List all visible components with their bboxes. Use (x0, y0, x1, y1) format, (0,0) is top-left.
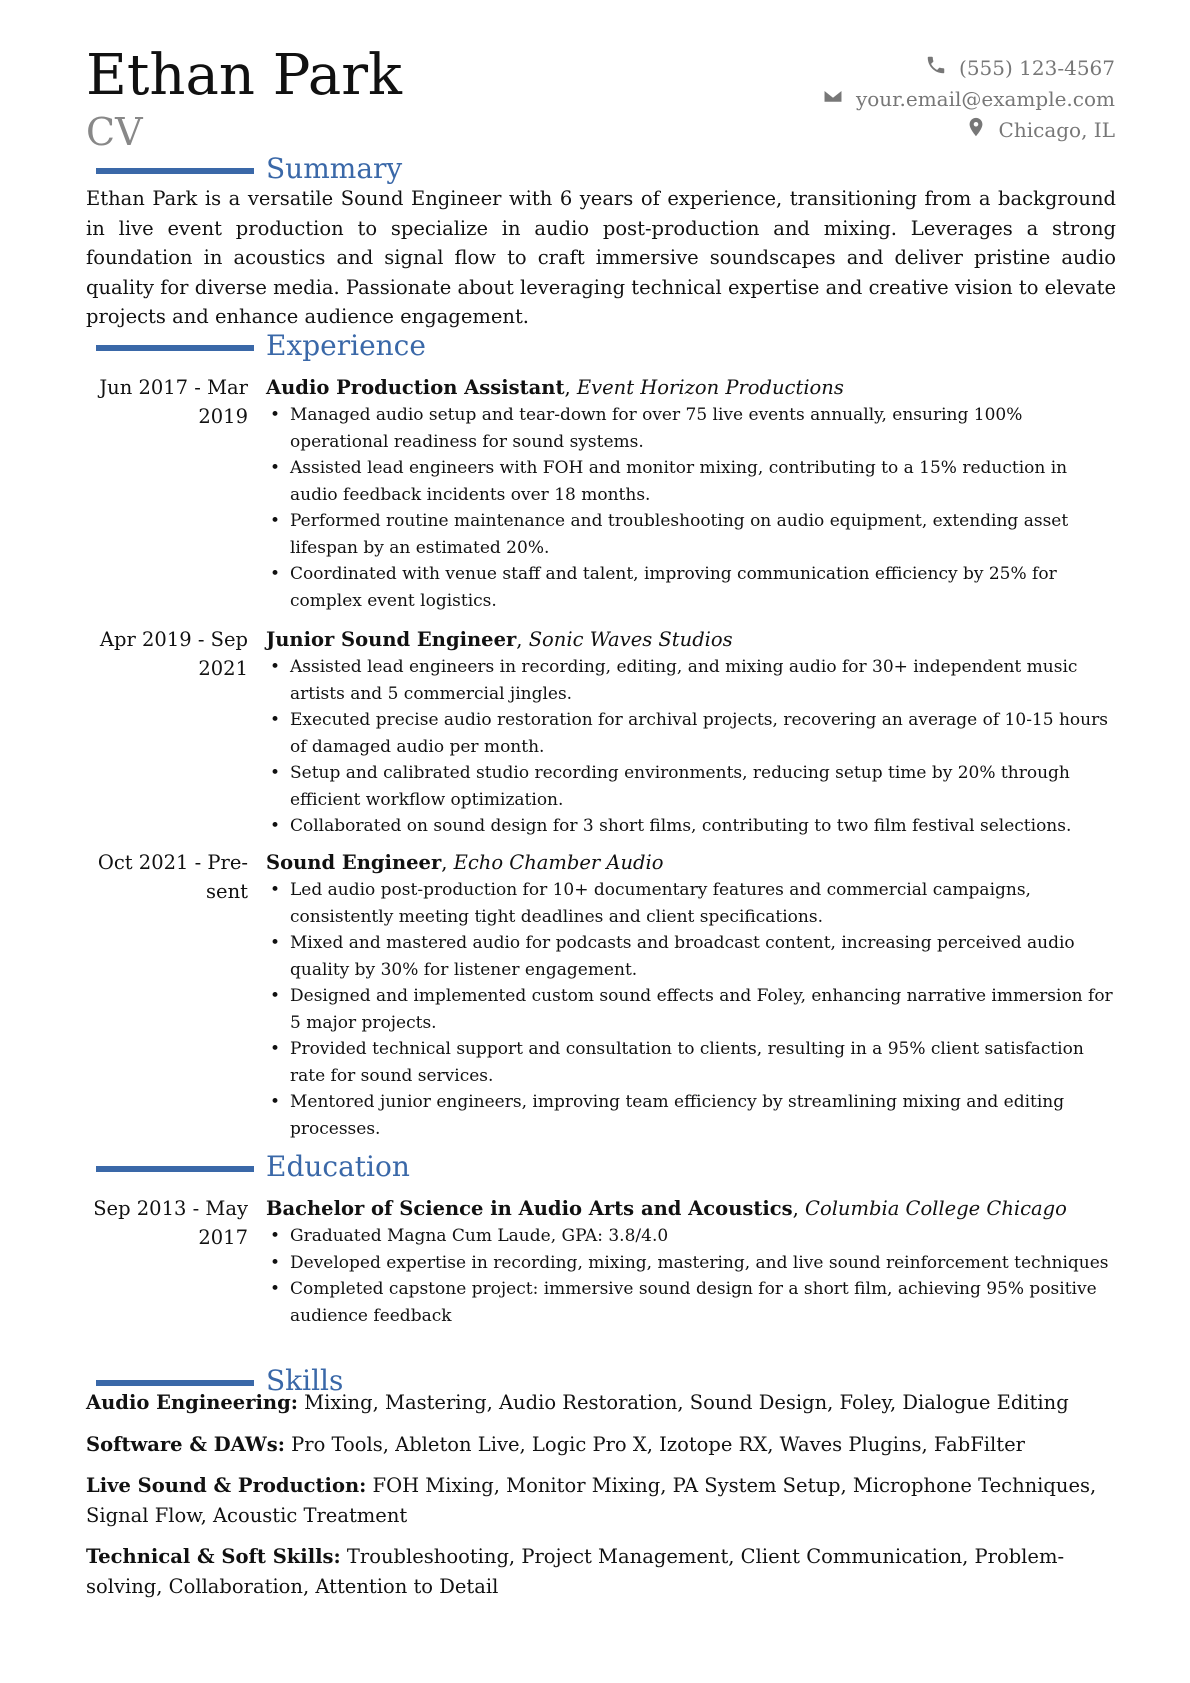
skill-category (86, 1388, 1116, 1418)
skill-values: Pro Tools, Ableton Live, Logic Pro X, Izotope RX, Waves Plugins, FabFilter (291, 1432, 1025, 1456)
section-title: Experience (266, 329, 426, 362)
bullet-list (266, 1223, 1116, 1329)
bullet-item: • Completed capstone project: immersive sound design for a short film, achieving 95% positive audience feedback (290, 1276, 1116, 1329)
skill-category (86, 1430, 1116, 1460)
entry-heading: Audio Production Assistant, Event Horizon Productions (266, 376, 844, 399)
skill-label: Audio Engineering: (86, 1391, 298, 1414)
date-range: Jun 2017 - Mar (99, 376, 248, 399)
person-name: Ethan Park (86, 43, 402, 108)
date-range: 2021 (198, 657, 248, 680)
entry-body (266, 1194, 1116, 1329)
bullet-item: • Coordinated with venue staff and talent, improving communication efficiency by 25% for complex event logistics. (290, 561, 1116, 614)
experience-section-header (96, 330, 426, 362)
entry-date (86, 1194, 248, 1252)
bullet-item: • Assisted lead engineers with FOH and monitor mixing, contributing to a 15% reduction in audio feedback incidents over 18 months. (290, 455, 1116, 508)
envelope-icon (822, 85, 844, 112)
bullet-item: • Designed and implemented custom sound effects and Foley, enhancing narrative immersion for 5 major projects. (290, 983, 1116, 1036)
entry-body (266, 625, 1116, 840)
job-title: Junior Sound Engineer (266, 628, 517, 651)
section-divider-bar (96, 168, 254, 174)
section-divider-bar (96, 345, 254, 351)
date-range: Sep 2013 - May (93, 1197, 248, 1220)
entry-heading: Sound Engineer, Echo Chamber Audio (266, 851, 664, 874)
bullet-item: • Setup and calibrated studio recording environments, reducing setup time by 20% through efficient workflow optimization. (290, 760, 1116, 813)
bullet-item: • Graduated Magna Cum Laude, GPA: 3.8/4.0 (290, 1223, 1116, 1250)
phone-icon (925, 54, 947, 81)
skill-category (86, 1471, 1116, 1530)
bullet-item: • Performed routine maintenance and troubleshooting on audio equipment, extending asset lifespan by an estimated 20%. (290, 508, 1116, 561)
institution: Columbia College Chicago (805, 1197, 1067, 1220)
organization: Sonic Waves Studios (528, 628, 733, 651)
skill-values: Mixing, Mastering, Audio Restoration, Sound Design, Foley, Dialogue Editing (304, 1391, 1069, 1414)
entry-heading: Bachelor of Science in Audio Arts and Acoustics, Columbia College Chicago (266, 1197, 1067, 1220)
organization: Echo Chamber Audio (453, 851, 664, 874)
skill-label: Software & DAWs: (86, 1432, 285, 1456)
bullet-item: • Developed expertise in recording, mixing, mastering, and live sound reinforcement techniques (290, 1250, 1116, 1277)
entry-heading: Junior Sound Engineer, Sonic Waves Studios (266, 628, 733, 651)
bullet-item: • Collaborated on sound design for 3 short films, contributing to two film festival selections. (290, 813, 1116, 840)
skill-label: Technical & Soft Skills: (86, 1545, 341, 1568)
date-range: 2019 (198, 405, 248, 428)
section-divider-bar (96, 1380, 254, 1386)
date-range: 2017 (198, 1226, 248, 1249)
date-range: Apr 2019 - Sep (99, 628, 248, 651)
date-range: sent (206, 880, 248, 903)
bullet-item: • Executed precise audio restoration for archival projects, recovering an average of 10-15 hours of damaged audio per month. (290, 707, 1116, 760)
entry-date (86, 373, 248, 431)
entry-date (86, 625, 248, 683)
email-text[interactable]: your.email@example.com (855, 86, 1115, 111)
skill-values: FOH Mixing, Monitor Mixing, PA System Setup, Microphone Techniques, Signal Flow, Acoustic Treatment (86, 1474, 1097, 1527)
bullet-list (266, 877, 1116, 1142)
degree-title: Bachelor of Science in Audio Arts and Acoustics (266, 1197, 793, 1220)
contact-phone (822, 52, 1115, 83)
bullet-item: • Mixed and mastered audio for podcasts and broadcast content, increasing perceived audio quality by 30% for listener engagement. (290, 930, 1116, 983)
map-marker-icon (965, 116, 987, 143)
entry-date (86, 848, 248, 906)
phone-text[interactable]: (555) 123-4567 (959, 55, 1115, 80)
section-title: Summary (266, 152, 403, 185)
skills-list (86, 1388, 1116, 1613)
bullet-item: • Managed audio setup and tear-down for over 75 live events annually, ensuring 100% operational readiness for sound systems. (290, 402, 1116, 455)
bullet-item: • Led audio post-production for 10+ documentary features and commercial campaigns, consistently meeting tight deadlines and client specifications. (290, 877, 1116, 930)
job-title: Sound Engineer (266, 851, 442, 874)
section-divider-bar (96, 1166, 254, 1172)
location-text: Chicago, IL (998, 117, 1115, 142)
bullet-item: • Provided technical support and consultation to clients, resulting in a 95% client satisfaction rate for sound services. (290, 1036, 1116, 1089)
contact-block (822, 52, 1115, 145)
summary-text: Ethan Park is a versatile Sound Engineer with 6 years of experience, transitioning from a background in live event production to specialize in audio post-production and mixing. Leverages a strong foundation in acoustics and signal flow to craft immersive soundscapes and deliver pristine audio quality for diverse media. Passionate about leveraging technical expertise and creative vision to elevate projects and enhance audience engagement. (86, 187, 1116, 329)
skill-label: Live Sound & Production: (86, 1474, 367, 1497)
skill-category (86, 1542, 1116, 1601)
summary-section-header (96, 153, 402, 185)
contact-location (822, 114, 1115, 145)
date-range: Oct 2021 - Pre- (97, 851, 248, 874)
skill-values: Troubleshooting, Project Management, Client Communication, Problem-solving, Collaboration, Attention to Detail (86, 1545, 1065, 1598)
entry-body (266, 848, 1116, 1142)
section-title: Skills (266, 1364, 344, 1397)
contact-email (822, 83, 1115, 114)
section-title: Education (266, 1150, 410, 1183)
bullet-item: • Assisted lead engineers in recording, editing, and mixing audio for 30+ independent music artists and 5 commercial jingles. (290, 654, 1116, 707)
entry-body (266, 373, 1116, 614)
bullet-list (266, 654, 1116, 840)
education-section-header (96, 1151, 410, 1183)
bullet-item: • Mentored junior engineers, improving team efficiency by streamlining mixing and editing processes. (290, 1089, 1116, 1142)
organization: Event Horizon Productions (576, 376, 844, 399)
job-title: Audio Production Assistant (266, 376, 565, 399)
bullet-list (266, 402, 1116, 614)
document-subtitle: CV (86, 110, 143, 154)
